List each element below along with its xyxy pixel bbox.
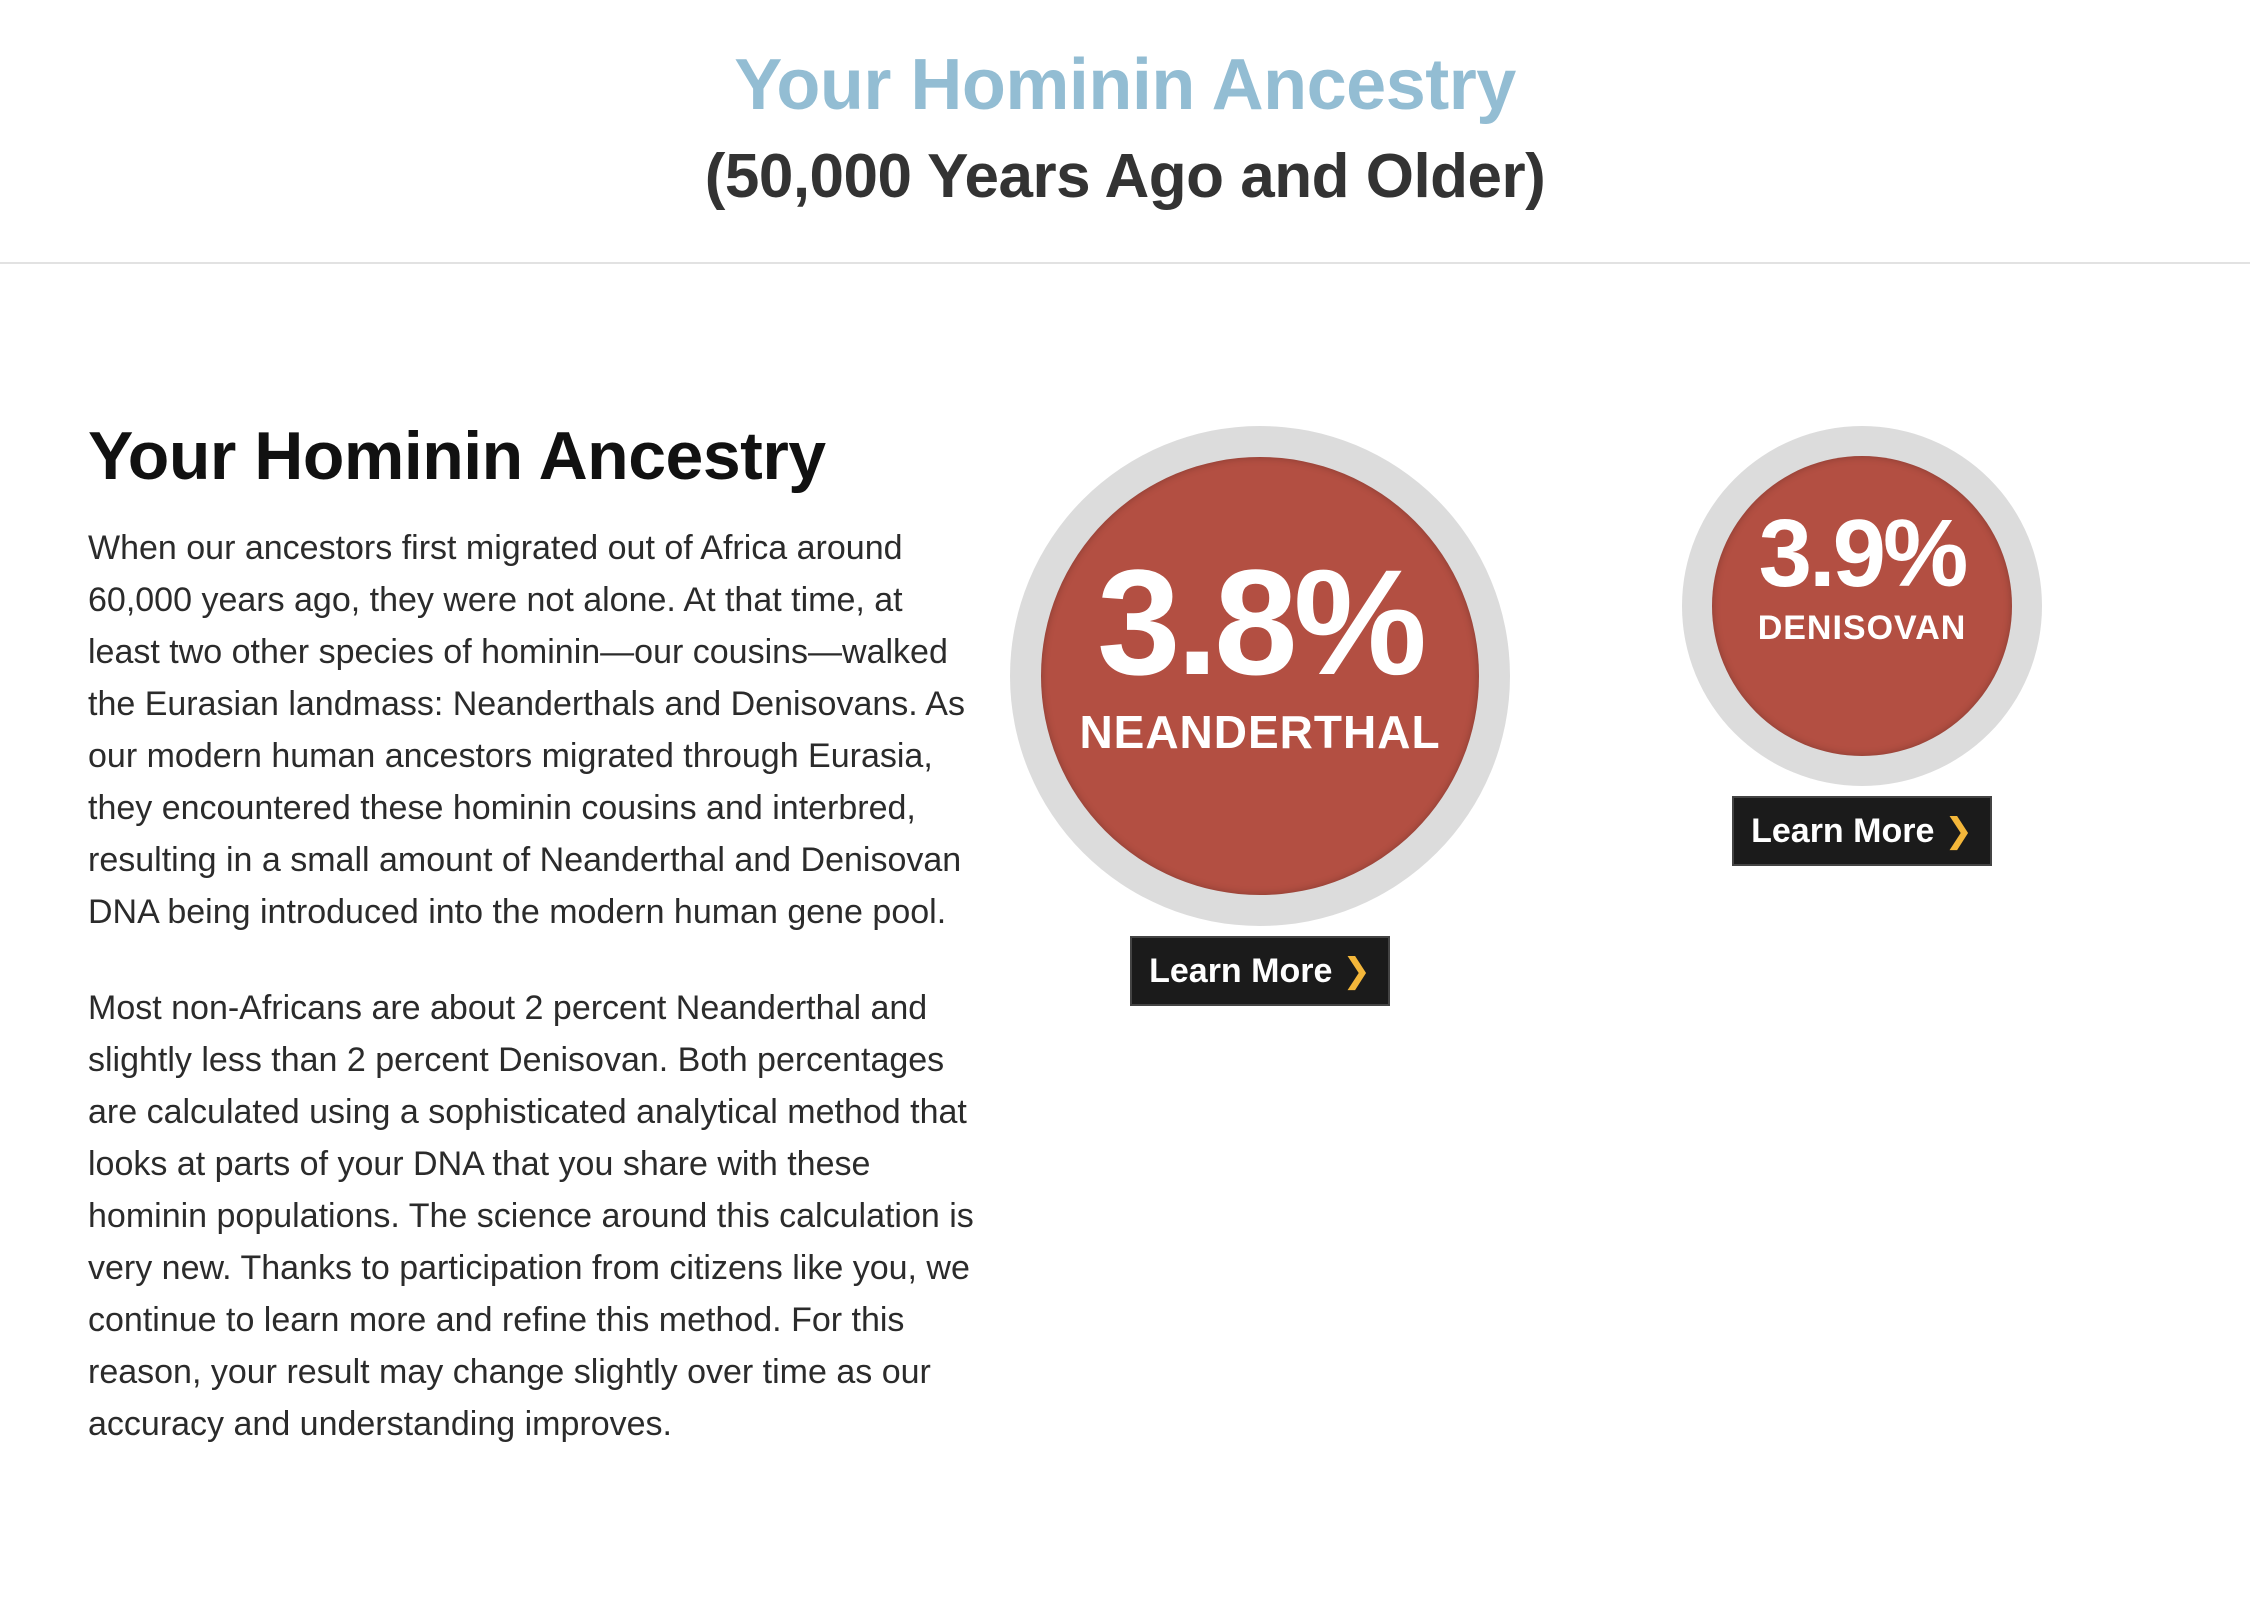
denisovan-result-ring [1682, 426, 2042, 786]
neanderthal-label: NEANDERTHAL [1079, 706, 1441, 758]
denisovan-label: DENISOVAN [1757, 609, 1967, 647]
chevron-right-icon: ❯ [1944, 812, 1973, 850]
neanderthal-result-ring [1010, 426, 1510, 926]
ancestry-description [88, 410, 978, 1450]
denisovan-result-circle [1712, 456, 2012, 756]
section-title: Your Hominin Ancestry [88, 418, 826, 494]
neanderthal-result-circle [1041, 457, 1479, 895]
denisovan-learn-more-button[interactable] [1732, 796, 1992, 866]
denisovan-learn-more-label: Learn More [1751, 812, 1935, 850]
page-title: Your Hominin Ancestry [734, 45, 1516, 125]
description-paragraph-2: Most non-Africans are about 2 percent Neanderthal and slightly less than 2 percent Denisovan. Both percentages are calculated using a sophisticated analytical method that looks at parts of your DNA that you share with these hominin populations. The science around this calculation is very new. Thanks to participation from citizens like you, we continue to learn more and refine this method. For this reason, your result may change slightly over time as our accuracy and understanding improves. [88, 989, 974, 1443]
description-paragraph-1: When our ancestors first migrated out of Africa around 60,000 years ago, they were not alone. At that time, at least two other species of hominin—our cousins—walked the Eurasian landmass: Neanderthals and Denisovans. As our modern human ancestors migrated through Eurasia, they encountered these hominin cousins and interbred, resulting in a small amount of Neanderthal and Denisovan DNA being introduced into the modern human gene pool. [88, 529, 965, 931]
page-header [0, 0, 2250, 264]
neanderthal-learn-more-label: Learn More [1149, 952, 1333, 990]
chevron-right-icon: ❯ [1342, 952, 1371, 990]
denisovan-percent: 3.9% [1758, 500, 1966, 607]
neanderthal-percent: 3.8% [1097, 538, 1423, 706]
neanderthal-learn-more-button[interactable] [1130, 936, 1390, 1006]
page-subtitle: (50,000 Years Ago and Older) [704, 142, 1546, 211]
